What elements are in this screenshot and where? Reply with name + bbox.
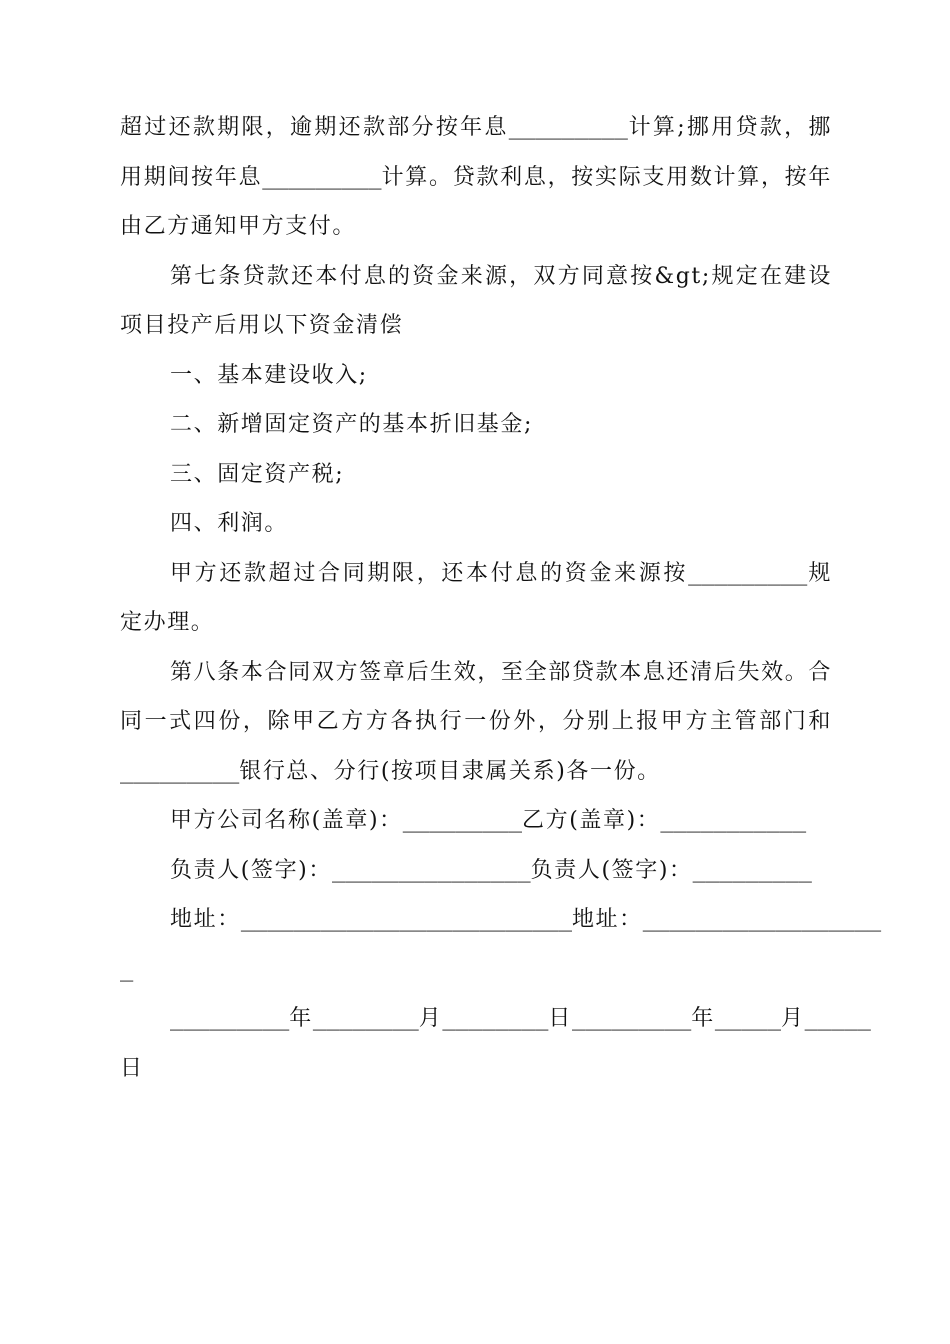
paragraph-source-2: 二、新增固定资产的基本折旧基金; xyxy=(170,412,534,437)
signature-company-line: 甲方公司名称(盖章)：_________乙方(盖章)：___________ xyxy=(170,808,807,833)
paragraph-source-3: 三、固定资产税; xyxy=(170,461,345,487)
paragraph-article-7: 第七条贷款还本付息的资金来源，双方同意按&gt;规定在建设项目投产后用以下资金清偿 xyxy=(120,263,832,338)
document-page xyxy=(120,103,882,1093)
signature-address-tail: _ xyxy=(120,956,134,982)
paragraph-source-4: 四、利润。 xyxy=(170,511,289,536)
signature-date-tail: 日 xyxy=(120,1055,144,1081)
paragraph-repayment-interest: 超过还款期限，逾期还款部分按年息_________计算;挪用贷款，挪用期间按年息_________计算。贷款利息，按实际支用数计算，按年由乙方通知甲方支付。 xyxy=(120,115,832,239)
signature-address-line: 地址：_________________________地址：__________________ xyxy=(170,907,882,932)
paragraph-article-8: 第八条本合同双方签章后生效，至全部贷款本息还清后失效。合同一式四份，除甲乙方方各执行一份外，分别上报甲方主管部门和_________银行总、分行(按项目隶属关系)各一份。 xyxy=(120,659,832,784)
paragraph-source-1: 一、基本建设收入; xyxy=(170,362,368,388)
signature-responsible-line: 负责人(签字)：_______________负责人(签字)：_________ xyxy=(170,857,812,883)
signature-date-line: _________年________月________日_________年_____月_____ xyxy=(170,1006,871,1031)
paragraph-overdue-source: 甲方还款超过合同期限，还本付息的资金来源按_________规定办理。 xyxy=(120,560,832,635)
